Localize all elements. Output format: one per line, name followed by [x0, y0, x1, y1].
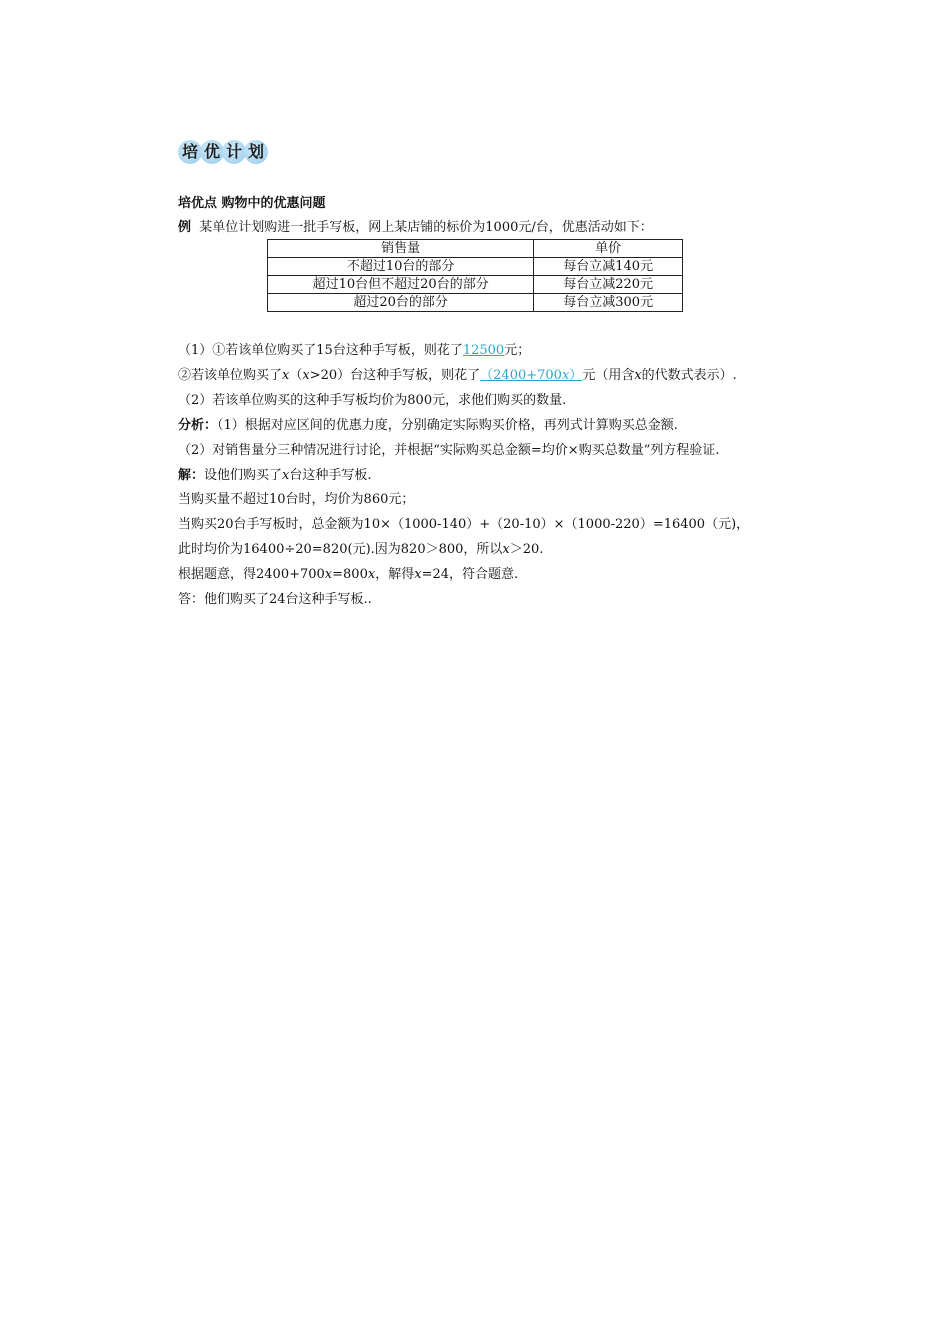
q1-prefix: （1）①若该单位购买了15台这种手写板，则花了 [178, 343, 463, 358]
table-cell: 每台立减300元 [534, 294, 683, 312]
analysis-label: 分析： [178, 418, 218, 433]
badge-char: 划 [244, 140, 268, 164]
q1b-text: 元（用含 [582, 368, 635, 383]
solution-line-4 [178, 542, 543, 558]
variable: x [502, 542, 510, 557]
table-row [268, 294, 683, 312]
analysis-line-1 [178, 418, 678, 434]
table-cell: 每台立减140元 [534, 258, 683, 276]
question-1 [178, 343, 530, 359]
section-badge [178, 139, 266, 165]
variable: x [282, 368, 290, 383]
solution-text: 根据题意，得2400+700 [178, 567, 325, 582]
variable: x [324, 567, 333, 582]
variable: x [302, 368, 310, 383]
variable: x [367, 567, 376, 582]
analysis-line-2: （2）对销售量分三种情况进行讨论，并根据“实际购买总金额=均价×购买总数量”列方程验证. [178, 443, 720, 458]
solution-line-1 [178, 468, 372, 484]
table-cell: 不超过10台的部分 [268, 258, 534, 276]
table-header: 单价 [534, 240, 683, 258]
answer-line: 答：他们购买了24台这种手写板.. [178, 592, 372, 607]
variable: x [561, 368, 570, 383]
answer-part: （2400+700 [480, 368, 562, 383]
variable: x [282, 468, 290, 483]
analysis-text: （1）根据对应区间的优惠力度，分别确定实际购买价格，再列式计算购买总金额. [217, 418, 678, 433]
q1b-text: >20）台这种手写板，则花了 [309, 368, 481, 383]
discount-table [267, 239, 683, 312]
question-1b [178, 368, 737, 384]
table-header-row [268, 240, 683, 258]
variable: x [414, 567, 422, 582]
q1-suffix: 元； [504, 343, 531, 358]
badge-char: 计 [222, 140, 246, 164]
q1b-answer [480, 368, 582, 383]
solution-label: 解： [178, 468, 205, 483]
example-label: 例 [178, 220, 192, 235]
badge-char: 培 [178, 140, 202, 164]
q1b-text: 的代数式表示）. [641, 368, 737, 383]
solution-text: 此时均价为16400÷20=820(元).因为820＞800，所以 [178, 542, 503, 557]
solution-line-3: 当购买20台手写板时，总金额为10×（1000-140）+（20-10）×（1000-220）=16400（元)， [178, 517, 750, 532]
table-row [268, 276, 683, 294]
example-text: 某单位计划购进一批手写板，网上某店铺的标价为1000元/台，优惠活动如下： [199, 220, 653, 235]
question-2: （2）若该单位购买的这种手写板均价为800元，求他们购买的数量. [178, 393, 567, 408]
answer-part: ） [569, 368, 583, 383]
table-cell: 超过20台的部分 [268, 294, 534, 312]
solution-text: 台这种手写板. [289, 468, 372, 483]
table-cell: 每台立减220元 [534, 276, 683, 294]
q1-answer: 12500 [462, 343, 505, 358]
solution-text: 设他们购买了 [204, 468, 283, 483]
solution-text: =24，符合题意. [421, 567, 519, 582]
example-intro [178, 220, 653, 236]
solution-text: ＞20. [509, 542, 544, 557]
table-header: 销售量 [268, 240, 534, 258]
q1b-text: ②若该单位购买了 [178, 368, 283, 383]
table-row [268, 258, 683, 276]
solution-text: =800 [332, 567, 368, 582]
section-title: 培优点 购物中的优惠问题 [178, 196, 326, 211]
table-cell: 超过10台但不超过20台的部分 [268, 276, 534, 294]
solution-line-5 [178, 567, 518, 583]
q1b-text: （ [289, 368, 303, 383]
solution-line-2: 当购买量不超过10台时，均价为860元； [178, 492, 415, 507]
badge-char: 优 [200, 140, 224, 164]
variable: x [634, 368, 642, 383]
solution-text: ，解得 [375, 567, 415, 582]
